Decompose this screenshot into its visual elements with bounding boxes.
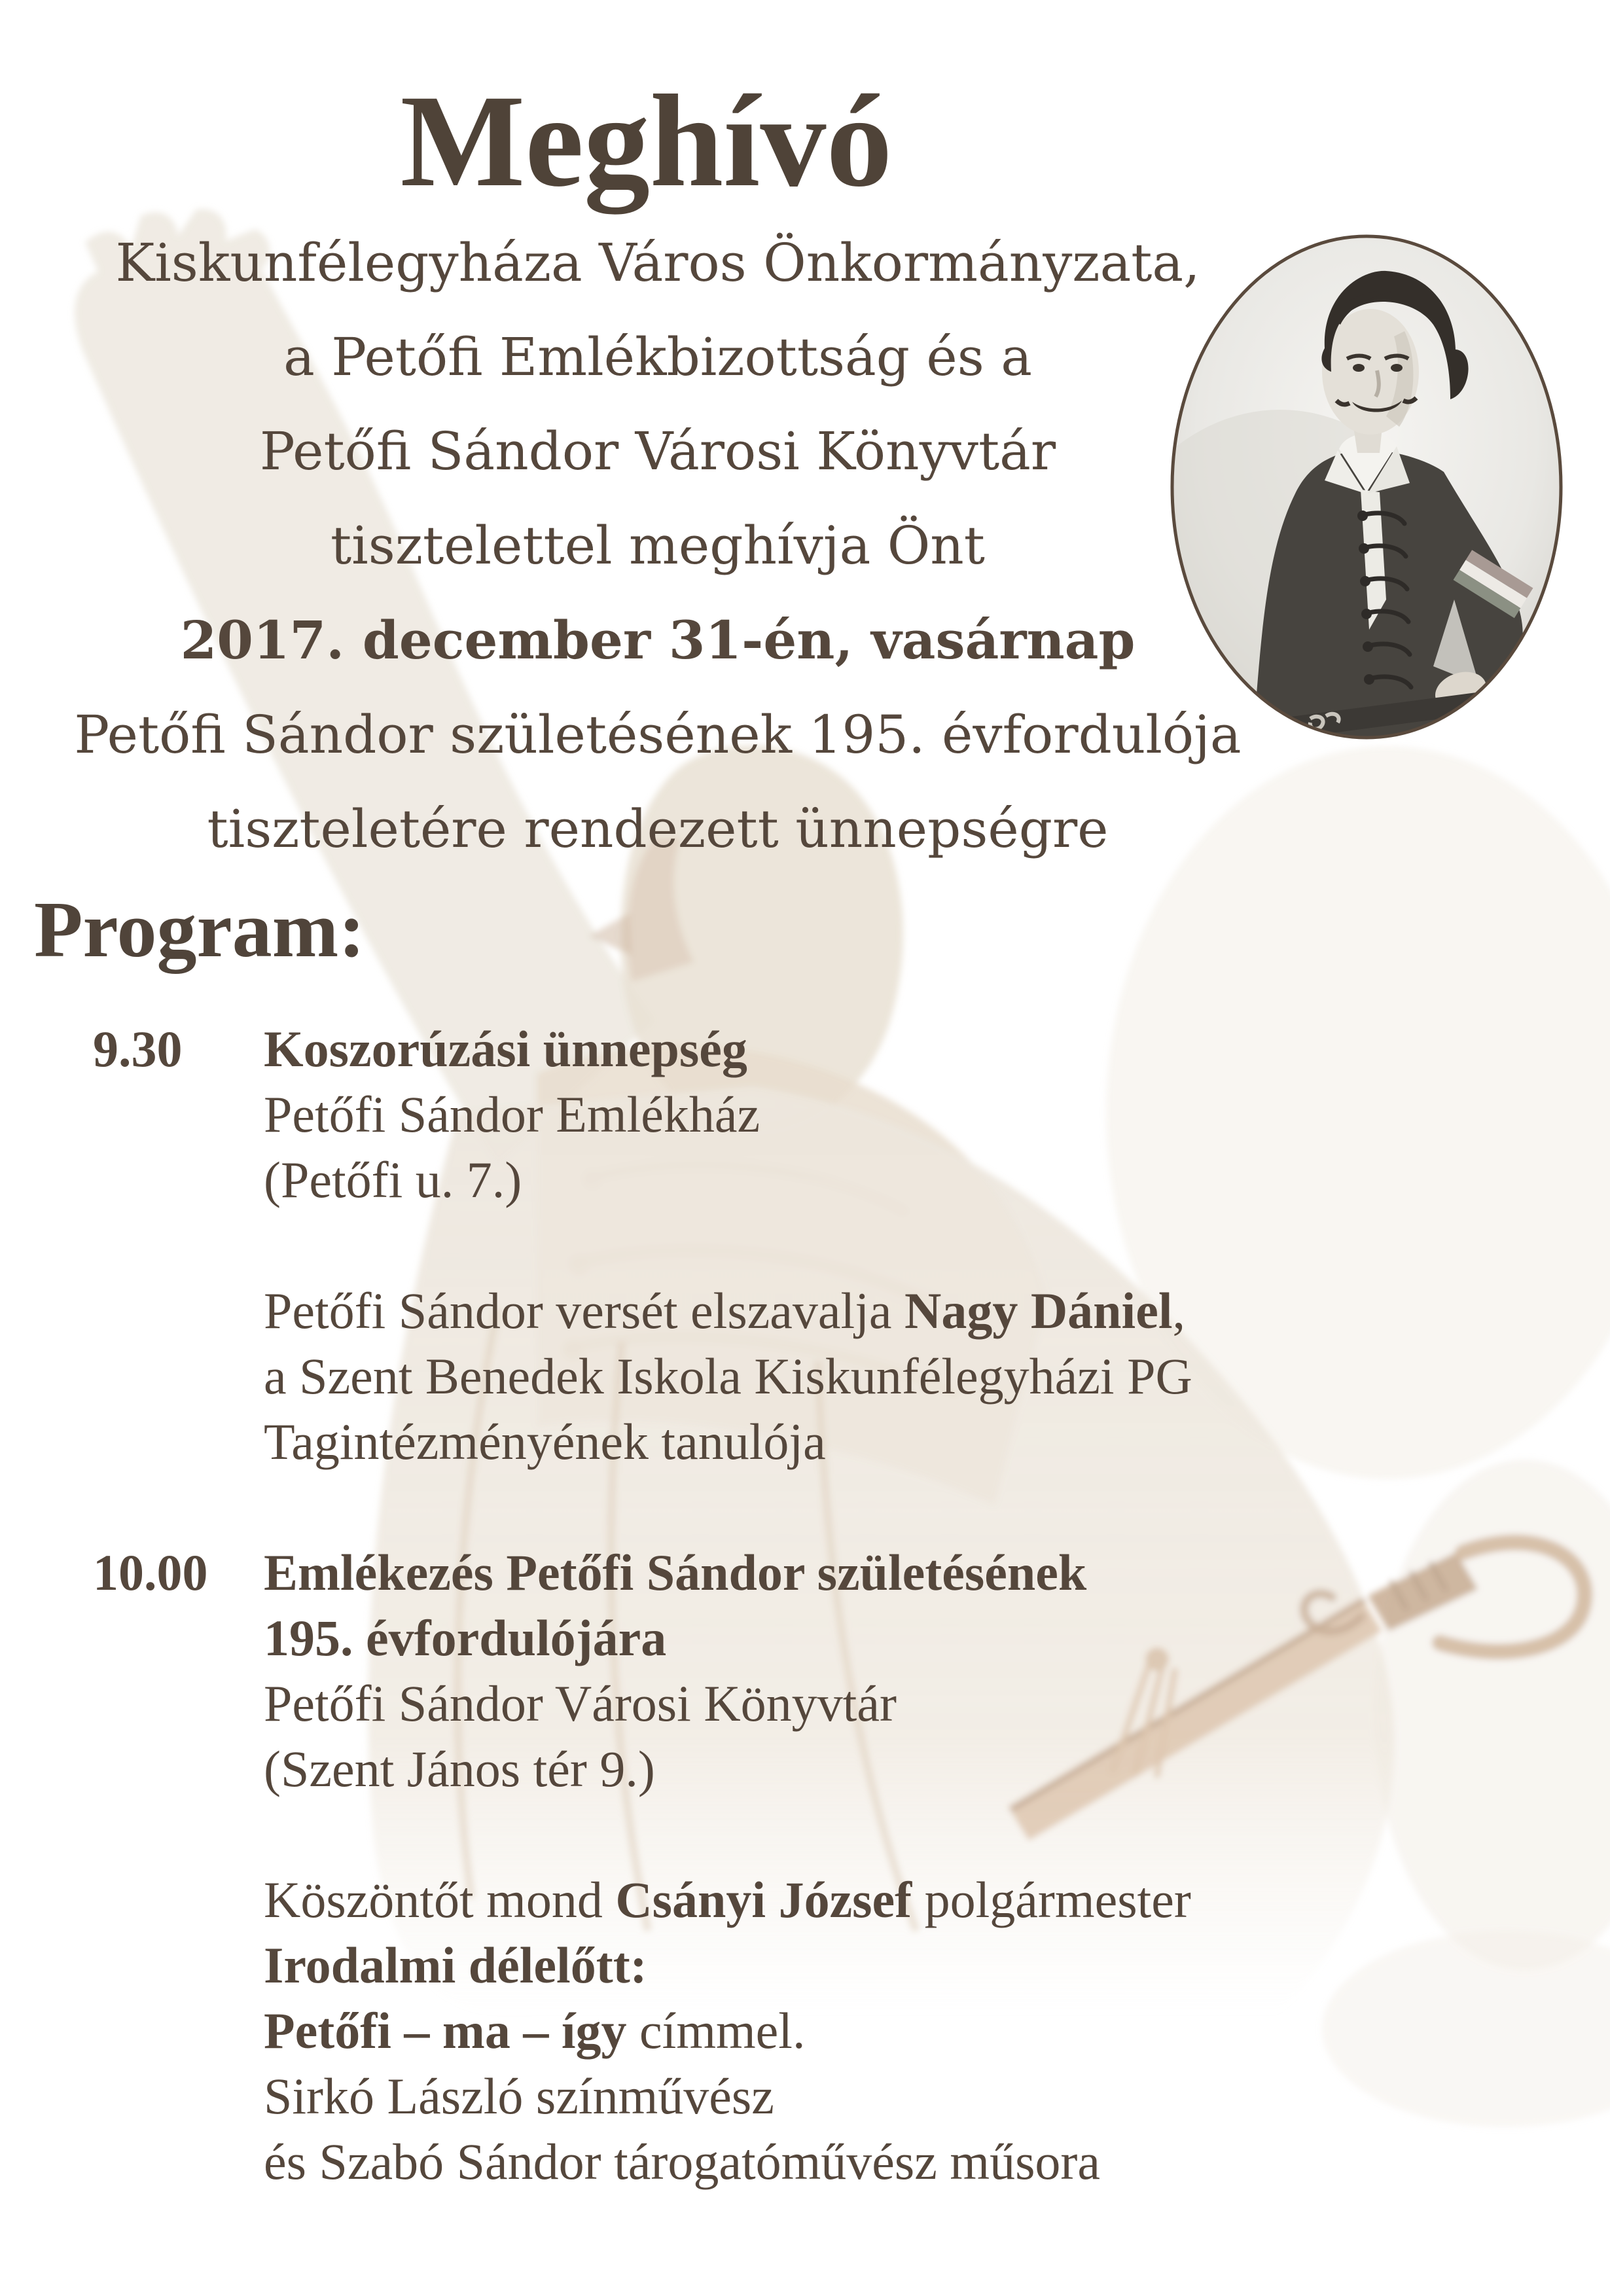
intro-block xyxy=(20,216,1296,876)
program-heading: Program: xyxy=(34,886,365,974)
program-item-line: Sirkó László színművész xyxy=(264,2068,774,2125)
program-item-line: Irodalmi délelőtt: xyxy=(264,1937,647,1994)
program-item-time: 10.00 xyxy=(93,1544,208,1601)
program-item-line: Petőfi Sándor Emlékház xyxy=(264,1086,760,1143)
program-item-time: 9.30 xyxy=(93,1020,183,1077)
program-item-line: Tagintézményének tanulója xyxy=(264,1413,826,1470)
intro-line: tiszteletére rendezett ünnepségre xyxy=(207,798,1109,859)
program-schedule xyxy=(0,1016,1610,2195)
program-item-line-blank xyxy=(264,1213,1610,1278)
program-item-line: Köszöntőt mond Csányi József polgármester xyxy=(264,1871,1191,1928)
program-item-line: Petőfi Sándor Városi Könyvtár xyxy=(264,1675,897,1732)
intro-line-date: 2017. december 31-én, vasárnap xyxy=(180,609,1136,671)
intro-line: tisztelettel meghívja Önt xyxy=(331,515,985,576)
program-item-line: 195. évfordulójára xyxy=(264,1609,667,1666)
program-item-lines xyxy=(264,1540,1610,2195)
intro-line: Petőfi Sándor születésének 195. évfordulója xyxy=(74,704,1242,765)
intro-line: Petőfi Sándor Városi Könyvtár xyxy=(259,421,1056,482)
program-item-line: (Petőfi u. 7.) xyxy=(264,1151,522,1208)
program-item-line-blank xyxy=(264,1802,1610,1867)
program-item-line: Petőfi – ma – így címmel. xyxy=(264,2002,806,2059)
program-item xyxy=(0,1016,1610,1475)
petofi-portrait-engraving xyxy=(1169,233,1564,741)
program-item-line: (Szent János tér 9.) xyxy=(264,1740,655,1797)
intro-line: a Petőfi Emlékbizottság és a xyxy=(283,327,1032,387)
program-item-line: és Szabó Sándor tárogatóművész műsora xyxy=(264,2133,1101,2190)
program-item-line: Emlékezés Petőfi Sándor születésének xyxy=(264,1544,1087,1601)
petofi-portrait-image xyxy=(1169,233,1564,741)
program-item-line: Petőfi Sándor versét elszavalja Nagy Dániel, xyxy=(264,1282,1185,1339)
program-item-line: a Szent Benedek Iskola Kiskunfélegyházi PG xyxy=(264,1348,1192,1405)
program-item-line: Koszorúzási ünnepség xyxy=(264,1020,747,1077)
program-item xyxy=(0,1540,1610,2195)
program-item-lines xyxy=(264,1016,1610,1475)
page-title: Meghívó xyxy=(400,67,893,214)
intro-line: Kiskunfélegyháza Város Önkormányzata, xyxy=(115,232,1200,293)
